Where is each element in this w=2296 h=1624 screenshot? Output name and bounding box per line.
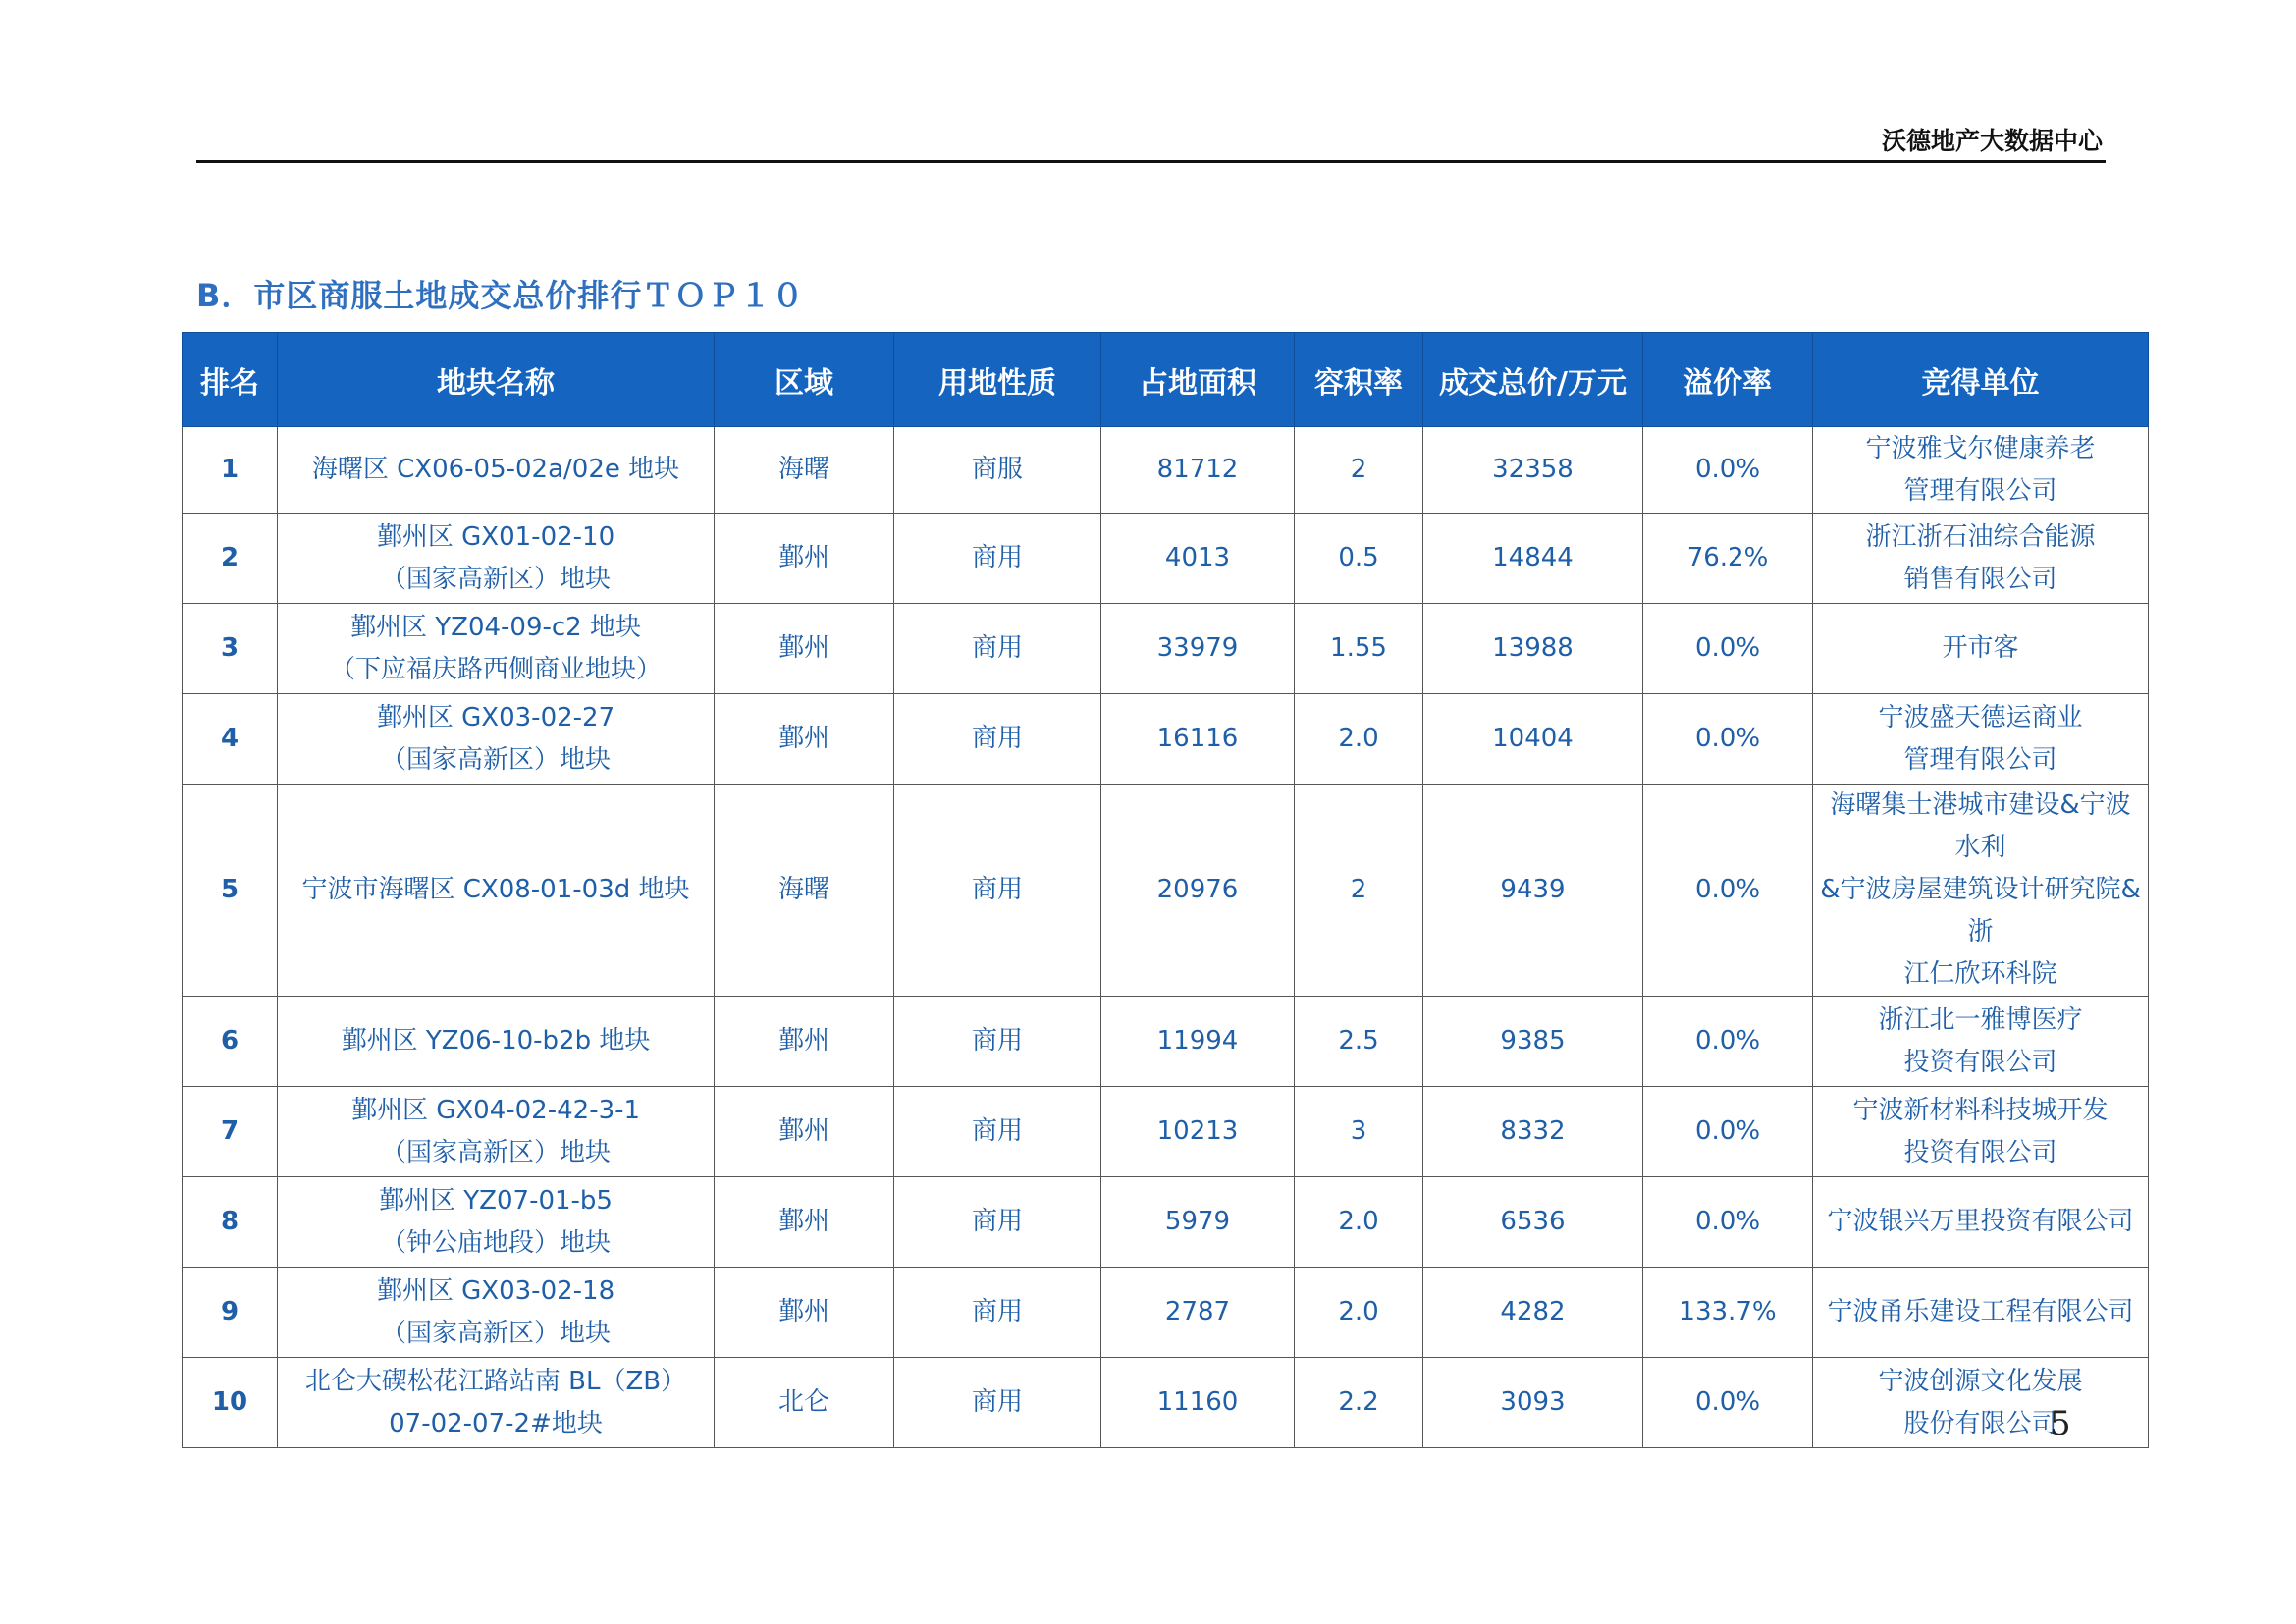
region-cell: 海曙 <box>715 785 894 997</box>
premium-cell: 133.7% <box>1643 1268 1813 1358</box>
premium-cell: 0.0% <box>1643 1177 1813 1268</box>
usage-cell: 商用 <box>894 997 1101 1087</box>
winner-cell-line: 管理有限公司 <box>1903 744 2057 775</box>
usage-cell: 商用 <box>894 694 1101 785</box>
price-cell: 9439 <box>1423 785 1643 997</box>
parcel-name-cell <box>278 1358 715 1448</box>
price-cell: 10404 <box>1423 694 1643 785</box>
area-cell: 33979 <box>1101 604 1295 694</box>
table-row <box>183 1087 2149 1177</box>
column-header: 占地面积 <box>1101 333 1295 427</box>
parcel-name-cell-line: 宁波市海曙区 CX08-01-03d 地块 <box>301 875 690 904</box>
table-body <box>183 427 2149 1448</box>
winner-cell <box>1813 514 2149 604</box>
table-row <box>183 514 2149 604</box>
table-header-row <box>183 333 2149 427</box>
price-cell: 4282 <box>1423 1268 1643 1358</box>
winner-cell <box>1813 427 2149 514</box>
winner-cell-line: 宁波新材料科技城开发 <box>1852 1095 2109 1125</box>
table-row <box>183 604 2149 694</box>
region-cell: 鄞州 <box>715 1268 894 1358</box>
table-row <box>183 1358 2149 1448</box>
parcel-name-cell <box>278 1268 715 1358</box>
far-cell: 0.5 <box>1295 514 1423 604</box>
far-cell: 3 <box>1295 1087 1423 1177</box>
parcel-name-cell <box>278 694 715 785</box>
price-cell: 14844 <box>1423 514 1643 604</box>
rank-cell: 5 <box>183 785 278 997</box>
area-cell: 10213 <box>1101 1087 1295 1177</box>
column-header: 成交总价/万元 <box>1423 333 1643 427</box>
parcel-name-cell-line: 07-02-07-2#地块 <box>389 1408 603 1438</box>
area-cell: 4013 <box>1101 514 1295 604</box>
parcel-name-cell-line: （下应福庆路西侧商业地块） <box>329 654 662 684</box>
far-cell: 2.2 <box>1295 1358 1423 1448</box>
usage-cell: 商用 <box>894 514 1101 604</box>
rank-cell: 2 <box>183 514 278 604</box>
region-cell: 鄞州 <box>715 997 894 1087</box>
winner-cell-line: 浙江北一雅博医疗 <box>1878 1004 2083 1035</box>
parcel-name-cell-line: 北仑大碶松花江路站南 BL（ZB） <box>304 1366 687 1396</box>
usage-cell: 商服 <box>894 427 1101 514</box>
premium-cell: 0.0% <box>1643 604 1813 694</box>
rank-cell: 3 <box>183 604 278 694</box>
price-cell: 32358 <box>1423 427 1643 514</box>
parcel-name-cell-line: 鄞州区 GX04-02-42-3-1 <box>350 1095 641 1125</box>
table-row <box>183 997 2149 1087</box>
usage-cell: 商用 <box>894 1358 1101 1448</box>
parcel-name-cell-line: （国家高新区）地块 <box>380 1137 611 1167</box>
parcel-name-cell-line: （国家高新区）地块 <box>380 564 611 594</box>
winner-cell <box>1813 1268 2149 1358</box>
premium-cell: 0.0% <box>1643 1358 1813 1448</box>
winner-cell-line: 浙江浙石油综合能源 <box>1865 521 2096 552</box>
column-header: 区域 <box>715 333 894 427</box>
winner-cell-line: 江仁欣环科院 <box>1903 959 2057 989</box>
usage-cell: 商用 <box>894 1268 1101 1358</box>
parcel-name-cell-line: 鄞州区 GX01-02-10 <box>376 521 615 552</box>
page-number: 5 <box>2050 1404 2071 1443</box>
region-cell: 北仑 <box>715 1358 894 1448</box>
section-title: B．市区商服土地成交总价排行ＴＯＰ１０ <box>196 277 805 314</box>
region-cell: 鄞州 <box>715 1177 894 1268</box>
price-cell: 3093 <box>1423 1358 1643 1448</box>
ranking-table <box>182 332 2149 1448</box>
far-cell: 1.55 <box>1295 604 1423 694</box>
parcel-name-cell <box>278 1177 715 1268</box>
rank-cell: 8 <box>183 1177 278 1268</box>
premium-cell: 76.2% <box>1643 514 1813 604</box>
usage-cell: 商用 <box>894 604 1101 694</box>
price-cell: 6536 <box>1423 1177 1643 1268</box>
table-row <box>183 694 2149 785</box>
parcel-name-cell-line: 鄞州区 YZ07-01-b5 <box>379 1185 613 1216</box>
column-header: 排名 <box>183 333 278 427</box>
far-cell: 2.0 <box>1295 1268 1423 1358</box>
table-row <box>183 427 2149 514</box>
winner-cell-line: 海曙集士港城市建设&宁波水利 <box>1830 790 2131 862</box>
winner-cell <box>1813 1177 2149 1268</box>
winner-cell-line: &宁波房屋建筑设计研究院&浙 <box>1820 875 2141 947</box>
premium-cell: 0.0% <box>1643 427 1813 514</box>
rank-cell: 4 <box>183 694 278 785</box>
region-cell: 鄞州 <box>715 514 894 604</box>
parcel-name-cell-line: （钟公庙地段）地块 <box>380 1227 611 1258</box>
premium-cell: 0.0% <box>1643 997 1813 1087</box>
parcel-name-cell-line: 鄞州区 YZ06-10-b2b 地块 <box>341 1026 651 1056</box>
rank-cell: 6 <box>183 997 278 1087</box>
column-header: 溢价率 <box>1643 333 1813 427</box>
area-cell: 16116 <box>1101 694 1295 785</box>
price-cell: 9385 <box>1423 997 1643 1087</box>
parcel-name-cell-line: 鄞州区 GX03-02-27 <box>376 702 615 732</box>
region-cell: 鄞州 <box>715 1087 894 1177</box>
parcel-name-cell <box>278 604 715 694</box>
table-row <box>183 1177 2149 1268</box>
far-cell: 2 <box>1295 785 1423 997</box>
winner-cell <box>1813 785 2149 997</box>
parcel-name-cell-line: （国家高新区）地块 <box>380 1318 611 1348</box>
table-row <box>183 785 2149 997</box>
header-rule <box>196 160 2106 163</box>
column-header: 地块名称 <box>278 333 715 427</box>
premium-cell: 0.0% <box>1643 1087 1813 1177</box>
region-cell: 鄞州 <box>715 694 894 785</box>
parcel-name-cell-line: 鄞州区 YZ04-09-c2 地块 <box>350 612 641 642</box>
winner-cell <box>1813 1087 2149 1177</box>
parcel-name-cell-line: （国家高新区）地块 <box>380 744 611 775</box>
winner-cell-line: 股份有限公司 <box>1903 1408 2057 1438</box>
region-cell: 海曙 <box>715 427 894 514</box>
winner-cell-line: 宁波雅戈尔健康养老 <box>1865 433 2096 463</box>
price-cell: 8332 <box>1423 1087 1643 1177</box>
area-cell: 2787 <box>1101 1268 1295 1358</box>
rank-cell: 10 <box>183 1358 278 1448</box>
winner-cell-line: 宁波甬乐建设工程有限公司 <box>1827 1297 2134 1326</box>
winner-cell-line: 开市客 <box>1942 633 2019 663</box>
parcel-name-cell-line: 海曙区 CX06-05-02a/02e 地块 <box>311 455 680 484</box>
header-title: 沃德地产大数据中心 <box>1881 127 2103 155</box>
region-cell: 鄞州 <box>715 604 894 694</box>
winner-cell <box>1813 694 2149 785</box>
far-cell: 2 <box>1295 427 1423 514</box>
far-cell: 2.0 <box>1295 1177 1423 1268</box>
area-cell: 11994 <box>1101 997 1295 1087</box>
far-cell: 2.5 <box>1295 997 1423 1087</box>
premium-cell: 0.0% <box>1643 694 1813 785</box>
area-cell: 20976 <box>1101 785 1295 997</box>
winner-cell-line: 宁波盛天德运商业 <box>1878 702 2083 732</box>
parcel-name-cell <box>278 427 715 514</box>
area-cell: 81712 <box>1101 427 1295 514</box>
area-cell: 11160 <box>1101 1358 1295 1448</box>
winner-cell-line: 宁波创源文化发展 <box>1878 1366 2083 1396</box>
winner-cell <box>1813 997 2149 1087</box>
usage-cell: 商用 <box>894 1177 1101 1268</box>
area-cell: 5979 <box>1101 1177 1295 1268</box>
usage-cell: 商用 <box>894 785 1101 997</box>
table-row <box>183 1268 2149 1358</box>
winner-cell-line: 管理有限公司 <box>1903 475 2057 506</box>
winner-cell-line: 投资有限公司 <box>1903 1047 2057 1077</box>
usage-cell: 商用 <box>894 1087 1101 1177</box>
premium-cell: 0.0% <box>1643 785 1813 997</box>
winner-cell-line: 宁波银兴万里投资有限公司 <box>1827 1207 2134 1236</box>
parcel-name-cell <box>278 997 715 1087</box>
winner-cell <box>1813 604 2149 694</box>
winner-cell-line: 销售有限公司 <box>1903 564 2057 594</box>
rank-cell: 7 <box>183 1087 278 1177</box>
column-header: 竞得单位 <box>1813 333 2149 427</box>
winner-cell <box>1813 1358 2149 1448</box>
parcel-name-cell <box>278 514 715 604</box>
column-header: 用地性质 <box>894 333 1101 427</box>
parcel-name-cell <box>278 1087 715 1177</box>
rank-cell: 9 <box>183 1268 278 1358</box>
parcel-name-cell <box>278 785 715 997</box>
price-cell: 13988 <box>1423 604 1643 694</box>
parcel-name-cell-line: 鄞州区 GX03-02-18 <box>376 1275 615 1306</box>
winner-cell-line: 投资有限公司 <box>1903 1137 2057 1167</box>
column-header: 容积率 <box>1295 333 1423 427</box>
far-cell: 2.0 <box>1295 694 1423 785</box>
rank-cell: 1 <box>183 427 278 514</box>
